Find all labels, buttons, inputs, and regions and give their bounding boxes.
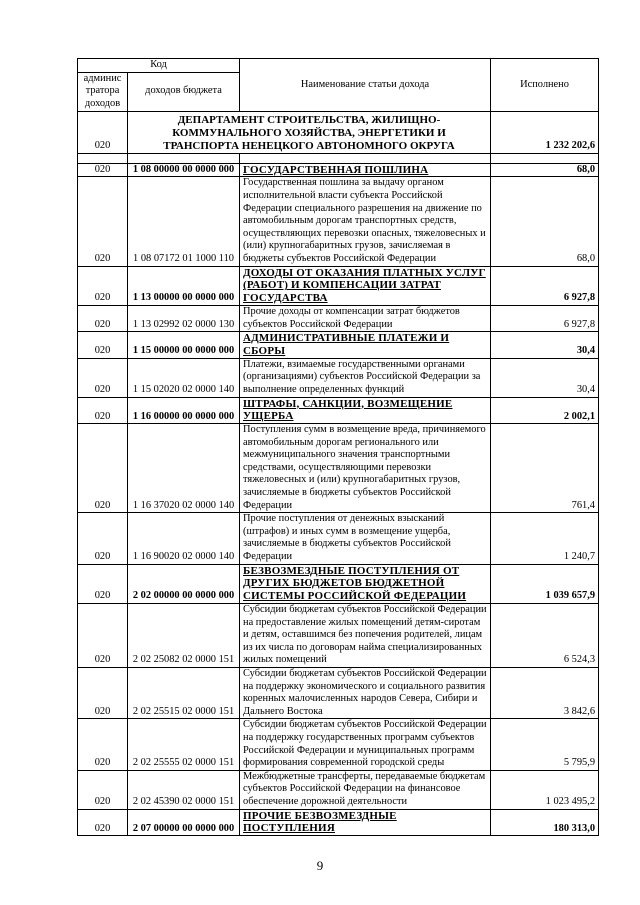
row-name [240, 332, 491, 359]
row-amount: 6 927,8 [491, 266, 599, 305]
table-row [78, 397, 599, 424]
row-amount: 761,4 [491, 424, 599, 513]
row-name [240, 266, 491, 305]
row-name-text: ШТРАФЫ, САНКЦИИ, ВОЗМЕЩЕНИЕ УЩЕРБА [243, 397, 453, 423]
row-amount: 180 313,0 [491, 809, 599, 836]
row-amount: 1 039 657,9 [491, 564, 599, 603]
row-name: Прочие доходы от компенсации затрат бюджетов субъектов Российской Федерации [240, 305, 491, 331]
row-name [240, 564, 491, 603]
row-admin: 020 [78, 809, 128, 836]
row-name-text: БЕЗВОЗМЕЗДНЫЕ ПОСТУПЛЕНИЯ ОТ ДРУГИХ БЮДЖЕТОВ БЮДЖЕТНОЙ СИСТЕМЫ РОССИЙСКОЙ ФЕДЕРАЦИИ [243, 564, 467, 603]
row-amount: 68,0 [491, 177, 599, 266]
table-row [78, 604, 599, 668]
row-name [240, 397, 491, 424]
table-row [78, 809, 599, 836]
row-name: Платежи, взимаемые государственными органами (организациями) субъектов Российской Федерации за выполнение определенных функций [240, 358, 491, 397]
row-name [240, 809, 491, 836]
row-name-text: ГОСУДАРСТВЕННАЯ ПОШЛИНА [243, 163, 429, 176]
table-row [78, 177, 599, 266]
table-body [78, 111, 599, 836]
row-code: 1 16 90020 02 0000 140 [128, 513, 240, 564]
row-admin: 020 [78, 564, 128, 603]
row-code: 1 16 37020 02 0000 140 [128, 424, 240, 513]
header-name: Наименование статьи дохода [240, 59, 491, 112]
header-budget: доходов бюджета [128, 72, 240, 111]
row-code: 2 02 25555 02 0000 151 [128, 719, 240, 770]
table-row [78, 667, 599, 718]
header-admin: админис тратора доходов [78, 72, 128, 111]
row-code: 1 15 00000 00 0000 000 [128, 332, 240, 359]
row-name: Межбюджетные трансферты, передаваемые бюджетам субъектов Российской Федерации на финансовое обеспечение дорожной деятельности [240, 770, 491, 809]
table-row [78, 305, 599, 331]
row-name-text: ДОХОДЫ ОТ ОКАЗАНИЯ ПЛАТНЫХ УСЛУГ (РАБОТ) И КОМПЕНСАЦИИ ЗАТРАТ ГОСУДАРСТВА [243, 266, 486, 305]
revenue-table [77, 58, 599, 836]
row-admin: 020 [78, 770, 128, 809]
row-admin: 020 [78, 604, 128, 668]
row-amount: 6 524,3 [491, 604, 599, 668]
row-name-text: ПРОЧИЕ БЕЗВОЗМЕЗДНЫЕ ПОСТУПЛЕНИЯ [243, 809, 397, 835]
table-row [78, 770, 599, 809]
row-admin: 020 [78, 513, 128, 564]
department-admin: 020 [78, 111, 128, 153]
row-name: Поступления сумм в возмещение вреда, причиняемого автомобильным дорогам регионального или межмуниципального значения транспортными средствами, осуществляющими перевозки тяжеловесных и (или) крупногабаритных грузов, зачисляемые в бюджеты субъектов Российской Федерации [240, 424, 491, 513]
spacer-row [78, 153, 599, 163]
row-admin: 020 [78, 163, 128, 177]
row-code: 1 13 02992 02 0000 130 [128, 305, 240, 331]
row-amount: 30,4 [491, 358, 599, 397]
row-name: Субсидии бюджетам субъектов Российской Федерации на поддержку государственных программ субъектов Российской Федерации и муниципальных программ формирования современной городской среды [240, 719, 491, 770]
row-code: 2 02 25082 02 0000 151 [128, 604, 240, 668]
row-amount: 1 023 495,2 [491, 770, 599, 809]
header-row-top [78, 59, 599, 73]
table-row [78, 564, 599, 603]
table-row [78, 163, 599, 177]
row-code: 1 08 07172 01 1000 110 [128, 177, 240, 266]
row-amount: 5 795,9 [491, 719, 599, 770]
row-name: Прочие поступления от денежных взысканий (штрафов) и иных сумм в возмещение ущерба, зачисляемые в бюджеты субъектов Российской Федерации [240, 513, 491, 564]
row-name: Государственная пошлина за выдачу органом исполнительной власти субъекта Российской Федерации специального разрешения на движение по автомобильным дорогам транспортных средств, осуществляющих перевозки опасных, тяжеловесных и (или) крупногабаритных грузов, зачисляемая в бюджеты субъектов Российской Федерации [240, 177, 491, 266]
row-amount: 6 927,8 [491, 305, 599, 331]
row-admin: 020 [78, 424, 128, 513]
row-name [240, 163, 491, 177]
row-code: 1 13 00000 00 0000 000 [128, 266, 240, 305]
row-name: Субсидии бюджетам субъектов Российской Федерации на поддержку экономического и социального развития коренных малочисленных народов Севера, Сибири и Дальнего Востока [240, 667, 491, 718]
row-admin: 020 [78, 397, 128, 424]
header-done: Исполнено [491, 59, 599, 112]
row-admin: 020 [78, 332, 128, 359]
row-code: 1 15 02020 02 0000 140 [128, 358, 240, 397]
table-row [78, 424, 599, 513]
header-code: Код [78, 59, 240, 73]
department-row [78, 111, 599, 153]
row-amount: 30,4 [491, 332, 599, 359]
row-amount: 2 002,1 [491, 397, 599, 424]
row-admin: 020 [78, 266, 128, 305]
row-admin: 020 [78, 177, 128, 266]
department-title: ДЕПАРТАМЕНТ СТРОИТЕЛЬСТВА, ЖИЛИЩНО-КОММУНАЛЬНОГО ХОЗЯЙСТВА, ЭНЕРГЕТИКИ И ТРАНСПОРТА НЕНЕЦКОГО АВТОНОМНОГО ОКРУГА [128, 111, 491, 153]
table-row [78, 332, 599, 359]
row-name-text: АДМИНИСТРАТИВНЫЕ ПЛАТЕЖИ И СБОРЫ [243, 332, 450, 357]
row-code: 1 16 00000 00 0000 000 [128, 397, 240, 424]
department-amount: 1 232 202,6 [491, 111, 599, 153]
row-code: 2 02 00000 00 0000 000 [128, 564, 240, 603]
page-number: 9 [316, 858, 324, 873]
table-row [78, 358, 599, 397]
row-code: 2 02 45390 02 0000 151 [128, 770, 240, 809]
row-name: Субсидии бюджетам субъектов Российской Федерации на предоставление жилых помещений детям-сиротам и детям, оставшимся без попечения родителей, лицам из их числа по договорам найма специализированных жилых помещений [240, 604, 491, 668]
table-row [78, 719, 599, 770]
row-amount: 68,0 [491, 163, 599, 177]
table-row [78, 266, 599, 305]
row-code: 1 08 00000 00 0000 000 [128, 163, 240, 177]
row-code: 2 02 25515 02 0000 151 [128, 667, 240, 718]
row-admin: 020 [78, 719, 128, 770]
row-admin: 020 [78, 358, 128, 397]
row-code: 2 07 00000 00 0000 000 [128, 809, 240, 836]
row-amount: 3 842,6 [491, 667, 599, 718]
row-admin: 020 [78, 305, 128, 331]
row-admin: 020 [78, 667, 128, 718]
row-amount: 1 240,7 [491, 513, 599, 564]
table-row [78, 513, 599, 564]
